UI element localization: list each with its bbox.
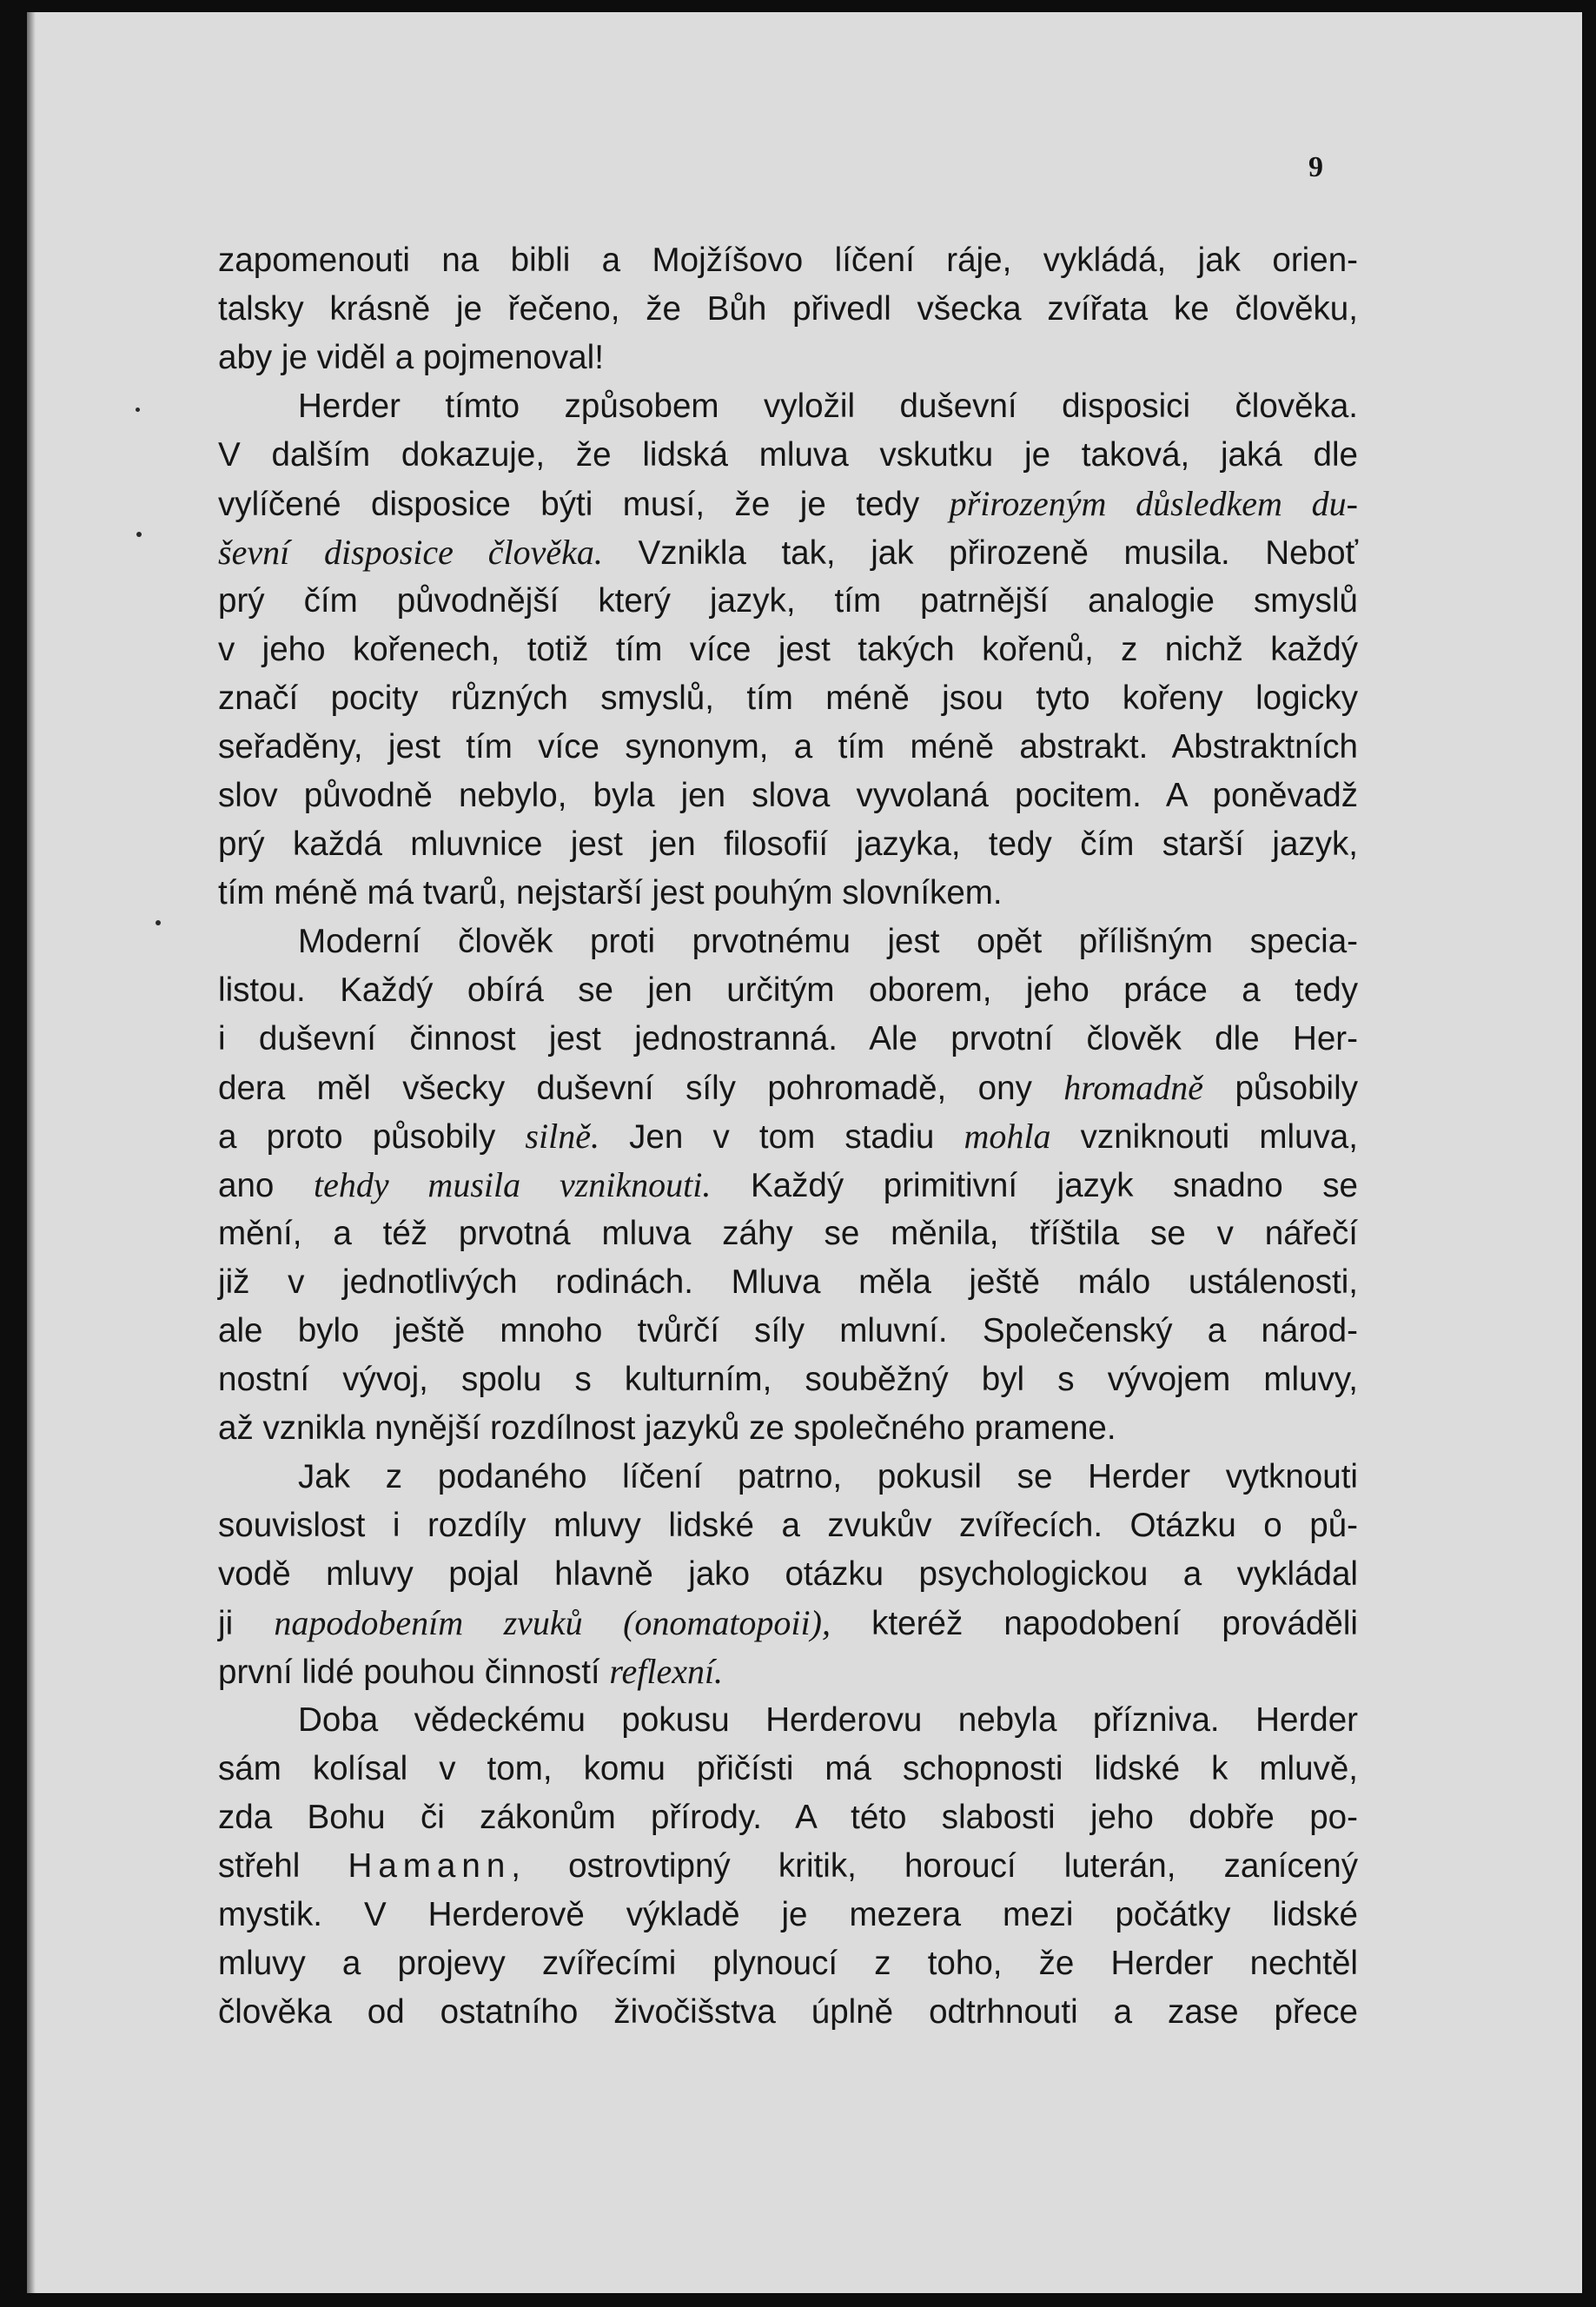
page-edge-shadow [27,12,36,2293]
text-line: a proto působily silně. Jen v tom stadiu mohla vzniknouti mluva, [218,1117,1358,1156]
text-line: zda Bohu či zákonům přírody. A této slabosti jeho dobře po- [218,1799,1358,1836]
text-line: mystik. V Herderově výkladě je mezera mezi počátky lidské [218,1896,1358,1933]
paragraph-start-line: Jak z podaného líčení patrno, pokusil se Herder vytknouti [298,1458,1358,1495]
italic-emphasis: silně. [525,1117,599,1156]
text-line: talsky krásně je řečeno, že Bůh přivedl všecka zvířata ke člověku, [218,290,1358,328]
margin-speck [136,532,142,537]
text-line: slov původně nebylo, byla jen slova vyvolaná pocitem. A poněvadž [218,777,1358,814]
text-line: prý každá mluvnice jest jen filosofií jazyka, tedy čím starší jazyk, [218,825,1358,863]
text-line: tím méně má tvarů, nejstarší jest pouhým slovníkem. [218,874,1003,912]
text-line: dera měl všecky duševní síly pohromadě, ony hromadně působily [218,1068,1358,1107]
text-line: střehl Hamann, ostrovtipný kritik, horoucí luterán, zanícený [218,1847,1358,1885]
text-line: souvislost i rozdíly mluvy lidské a zvukův zvířecích. Otázku o pů- [218,1507,1358,1544]
text-line: ale bylo ještě mnoho tvůrčí síly mluvní. Společenský a národ- [218,1312,1358,1349]
italic-emphasis: mohla [964,1117,1051,1156]
text-line: značí pocity různých smyslů, tím méně jsou tyto kořeny logicky [218,680,1358,717]
text-line: ano tehdy musila vzniknouti. Každý primitivní jazyk snadno se [218,1165,1358,1204]
text-line: ji napodobením zvuků (onomatopoii), kteréž napodobení prováděli [218,1603,1358,1642]
text-line: mění, a též prvotná mluva záhy se měnila, tříštila se v nářečí [218,1215,1358,1252]
text-line: listou. Každý obírá se jen určitým oborem, jeho práce a tedy [218,971,1358,1009]
italic-emphasis: tehdy musila vzniknouti. [313,1165,712,1204]
text-line: aby je viděl a pojmenoval! [218,339,604,376]
italic-emphasis: napodobením zvuků (onomatopoii), [274,1603,831,1642]
body-text [218,236,1358,2037]
margin-speck [136,408,140,412]
italic-emphasis: ševní disposice člověka. [218,533,603,572]
paragraph-start-line: Doba vědeckému pokusu Herderovu nebyla příznivа. Herder [298,1701,1358,1739]
margin-speck [156,920,161,925]
text-line: vylíčené disposice býti musí, že je tedy přirozeným důsledkem du- [218,484,1359,523]
italic-emphasis: hromadně [1063,1068,1204,1107]
text-line: zapomenouti na bibli a Mojžíšovo líčení ráje, vykládá, jak orien- [218,242,1358,279]
text-line: již v jednotlivých rodinách. Mluva měla ještě málo ustálenosti, [218,1263,1358,1301]
text-line: v jeho kořenech, totiž tím více jest takých kořenů, z nichž každý [218,631,1358,668]
page-number: 9 [1308,151,1323,183]
text-line: člověka od ostatního živočišstva úplně odtrhnouti a zase přece [218,1993,1358,2031]
italic-emphasis: přirozeným důsledkem du- [949,484,1359,523]
text-line: seřaděny, jest tím více synonym, a tím méně abstrakt. Abstraktních [218,728,1358,766]
spaced-name: Hamann [348,1847,512,1885]
text-line: V dalším dokazuje, že lidská mluva vskutku je taková, jaká dle [218,436,1358,474]
paragraph-start-line: Herder tímto způsobem vyložil duševní disposici člověka. [298,388,1358,425]
book-page [27,12,1582,2293]
text-line: až vznikla nynější rozdílnost jazyků ze společného pramene. [218,1409,1116,1447]
text-line: prý čím původnější který jazyk, tím patrnější analogie smyslů [218,582,1358,620]
text-line: vodě mluvy pojal hlavně jako otázku psychologickou a vykládal [218,1555,1358,1593]
italic-emphasis: reflexní. [609,1652,724,1691]
paragraph-start-line: Moderní člověk proti prvotnému jest opět přílišným specia- [298,923,1358,960]
text-line: nostní vývoj, spolu s kulturním, souběžný byl s vývojem mluvy, [218,1361,1358,1398]
text-line: i duševní činnost jest jednostranná. Ale prvotní člověk dle Her- [218,1020,1358,1057]
text-line: sám kolísal v tom, komu přičísti má schopnosti lidské k mluvě, [218,1750,1358,1787]
text-line: ševní disposice člověka. Vznikla tak, jak přirozeně musila. Neboť [218,533,1358,572]
text-line: první lidé pouhou činností reflexní. [218,1652,724,1691]
text-line: mluvy a projevy zvířecími plynoucí z toho, že Herder nechtěl [218,1945,1358,1982]
